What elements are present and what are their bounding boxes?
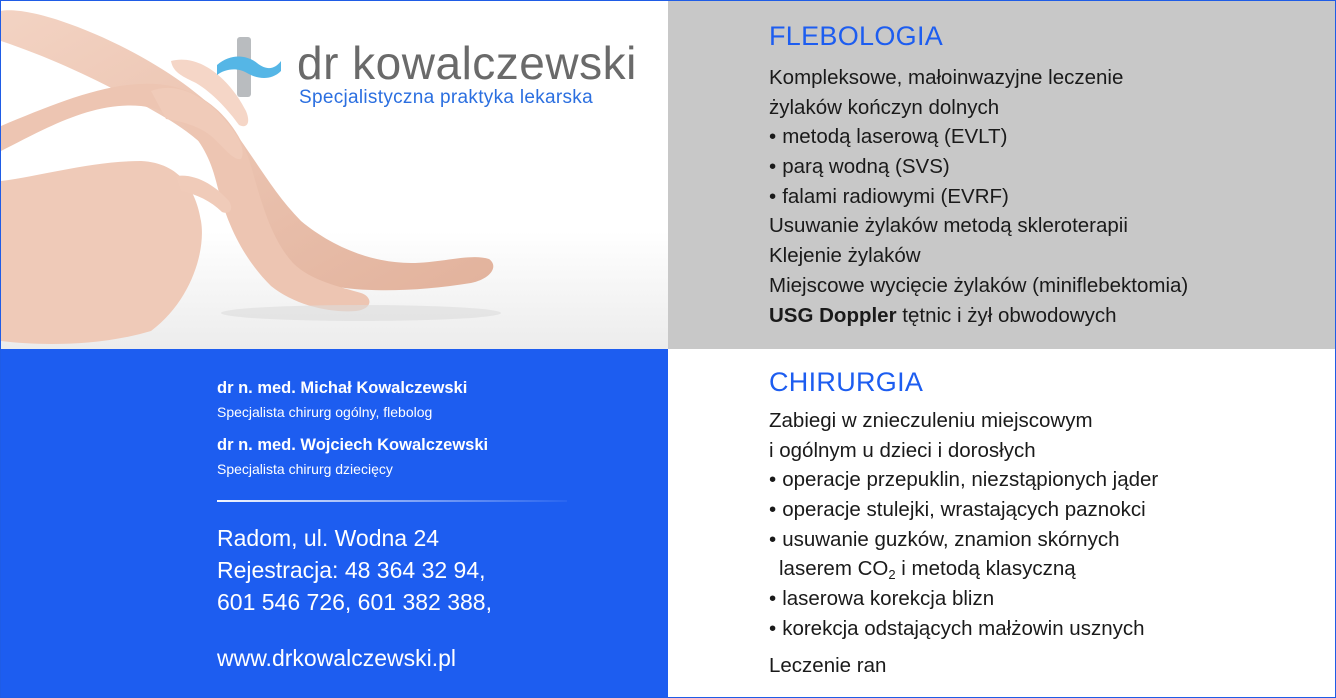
doctor-specialty: Specjalista chirurg ogólny, flebolog [217, 404, 433, 420]
doctor-specialty: Specjalista chirurg dziecięcy [217, 461, 393, 477]
flebologia-title: FLEBOLOGIA [769, 21, 944, 51]
website-link[interactable]: www.drkowalczewski.pl [217, 645, 457, 671]
divider [217, 500, 567, 502]
doctors-panel [1, 349, 668, 697]
list-item: • laserowa korekcja blizn [769, 584, 1158, 614]
flebologia-panel [668, 1, 1335, 349]
photo-panel [1, 1, 668, 349]
flebologia-list [769, 63, 1188, 330]
laser-pre: laserem CO [779, 557, 889, 581]
list-item-usg [769, 301, 1188, 331]
address: Radom, ul. Wodna 24 [217, 525, 440, 551]
list-item: żylaków kończyn dolnych [769, 95, 1000, 119]
chirurgia-list [769, 406, 1158, 644]
list-item: Usuwanie żylaków metodą skleroterapii [769, 214, 1128, 238]
registration-phone: Rejestracja: 48 364 32 94, [217, 557, 486, 583]
laser-subscript: 2 [888, 567, 896, 583]
chirurgia-title: CHIRURGIA [769, 367, 924, 397]
list-item: • metodą laserową (EVLT) [769, 122, 1188, 152]
brand-tagline: Specjalistyczna praktyka lekarska [299, 87, 593, 108]
list-item: Kompleksowe, małoinwazyjne leczenie [769, 66, 1124, 89]
laser-post: i metodą klasyczną [895, 557, 1076, 581]
doctor-name: dr n. med. Michał Kowalczewski [217, 379, 468, 397]
logo-cross-icon [217, 35, 281, 99]
list-item: • parą wodną (SVS) [769, 152, 1188, 182]
list-item: i ogólnym u dzieci i dorosłych [769, 438, 1036, 462]
list-item: • korekcja odstających małżowin usznych [769, 614, 1158, 644]
list-item: • operacje stulejki, wrastających paznokci [769, 495, 1158, 525]
list-item: • falami radiowymi (EVRF) [769, 182, 1188, 212]
mobile-phones: 601 546 726, 601 382 388, [217, 589, 492, 615]
list-item: • usuwanie guzków, znamion skórnych [769, 525, 1158, 555]
list-item-laser [769, 554, 1158, 584]
wound-treatment: Leczenie ran [769, 654, 887, 677]
chirurgia-panel [668, 349, 1335, 697]
list-item: Miejscowe wycięcie żylaków (miniflebektomia) [769, 273, 1189, 297]
usg-rest: tętnic i żył obwodowych [896, 303, 1117, 327]
list-item: • operacje przepuklin, niezstąpionych jąder [769, 465, 1158, 495]
usg-bold: USG Doppler [769, 303, 897, 327]
list-item: Klejenie żylaków [769, 244, 921, 268]
brand-name: dr kowalczewski [297, 37, 637, 89]
doctor-name: dr n. med. Wojciech Kowalczewski [217, 436, 489, 454]
list-item: Zabiegi w znieczuleniu miejscowym [769, 409, 1093, 432]
